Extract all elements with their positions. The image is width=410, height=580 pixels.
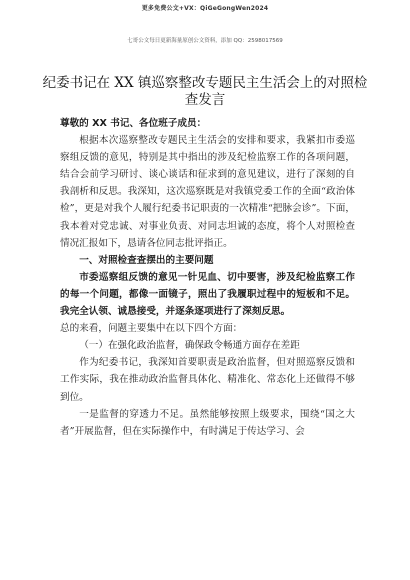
- paragraph-intro: 根据本次巡察整改专题民主生活会的安排和要求，我紧扣市委巡察组反馈的意见，特别是其中指出的涉及纪检监察工作的各项问题，结合会前学习研讨、谈心谈话和征求到的意见建议，进行了深刻的自我剖析和反思。我深知，这次巡察既是对我镇党委工作的全面“政治体检”，更是对我个人履行纪委书记职责的一次精准“把脉会诊”。下面，我本着对党忠诚、对事业负责、对同志坦诚的态度，将个人对照检查情况汇报如下，恳请各位同志批评指正。: [60, 135, 355, 249]
- salutation: 尊敬的 XX 书记、各位班子成员：: [60, 118, 207, 129]
- document-body: [60, 115, 355, 440]
- header-notice: 七哥公文每日更新海量原创公文资料，添加 QQ：2598017569: [127, 38, 283, 44]
- paragraph-point1: 一是监督的穿透力不足。虽然能够按照上级要求，围绕“国之大者”开展监督，但在实际操作中，有时满足于传达学习、会: [60, 408, 355, 437]
- paragraph-sub1: 作为纪委书记，我深知首要职责是政治监督，但对照巡察反馈和工作实际，我在推动政治监督具体化、精准化、常态化上还做得不够到位。: [60, 357, 355, 403]
- paragraph-commitment: 市委巡察组反馈的意见一针见血、切中要害，涉及纪检监察工作的每一个问题，都像一面镜子，照出了我履职过程中的短板和不足。我完全认领、诚恳接受，并逐条逐项进行了深刻反思。: [60, 271, 355, 318]
- paragraph-summary: 总的来看，问题主要集中在以下四个方面：: [60, 323, 243, 335]
- document-title: 纪委书记在 XX 镇巡察整改专题民主生活会上的对照检查发言: [42, 75, 368, 108]
- header-banner: 更多免费公文+VX：QiGeGongWen2024: [141, 5, 269, 12]
- section-heading-1: 一、对照检查查摆出的主要问题: [79, 254, 214, 266]
- subsection-heading-1: （一）在强化政治监督，确保政令畅通方面存在差距: [79, 340, 300, 352]
